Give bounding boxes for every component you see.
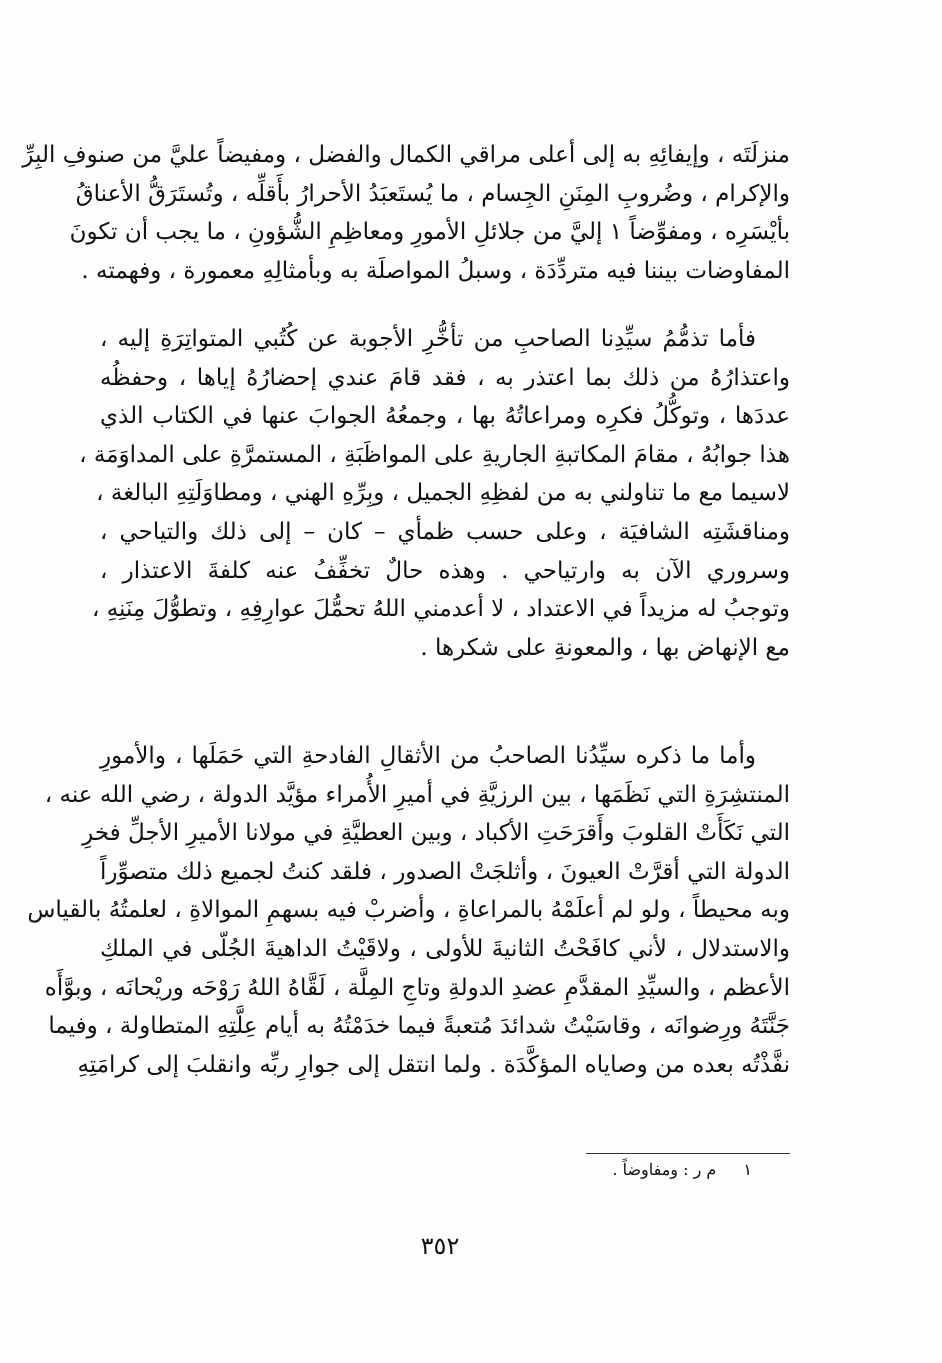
page-number: ٣٥٢	[420, 1232, 460, 1260]
text-line: الدولة التي أقرَّتْ العيونَ ، وأثلجَتْ الصدور ، فلقد كنتُ لجميع ذلك متصوِّراً	[100, 858, 790, 885]
text-line: منزلَتَه ، وإيفائِهِ به إلى أعلى مراقي الكمال والفضل ، ومفيضاً عليَّ من صنوفِ البِرِّ	[22, 142, 790, 168]
text-line: وأما ما ذكره سيِّدُنا الصاحبُ من الأثقالِ الفادحةِ التي حَمَلَها ، والأمورِ	[100, 743, 756, 769]
text-line: ومناقشَتِه الشافيَة ، وعلى حسب ظمأي – كان – إلى ذلك والتياحي ،	[100, 518, 790, 545]
paragraph-1	[22, 136, 790, 290]
text-line: المفاوضات بيننا فيه متردِّدَة ، وسبلُ المواصلَة به وبأمثالِهِ معمورة ، وفهمته .	[81, 257, 790, 284]
paragraph-2	[79, 320, 790, 667]
text-line: جَنَّتَهُ ورِضوانَه ، وقاسَيْتُ شدائدَ مُتعبةً فيما خدَمْتُهُ به أيام عِلَّتِهِ المتطاولة ، وفيما	[48, 1013, 790, 1040]
footnote-marker: ١	[743, 1160, 752, 1179]
text-line: فأما تذمُّمُ سيِّدِنا الصاحبِ من تأخُّرِ الأجوبة عن كُتُبي المتواتِرَةِ إليه ،	[100, 326, 756, 352]
text-line: الأعظم ، والسيِّدِ المقدَّمِ عضدِ الدولةِ وتاجِ المِلَّة ، لَقَّاهُ اللهُ رَوْحَه وريْحانَه ، وبوَّأَه	[44, 974, 790, 1001]
text-line: نفَّذْتُه بعده من وصاياه المؤكَّدَة . ولما انتقل إلى جوارِ ربِّه وانقلبَ إلى كرامَتِهِ	[77, 1051, 790, 1078]
footnote	[612, 1160, 752, 1179]
text-line: والاستدلال ، لأني كافَحْتُ الثانيةَ للأولى ، ولاقَيْتُ الداهيةَ الجُلّى في الملكِ	[100, 935, 790, 962]
paragraph-3	[27, 737, 790, 1084]
text-line: وسروري الآن به وارتياحي . وهذه حالٌ تخفِّفُ عنه كلفةَ الاعتذار ،	[100, 557, 790, 584]
text-line: مع الإنهاض بها ، والمعونةِ على شكرها .	[420, 634, 790, 661]
text-line: المنتشِرَةِ التي نَظَمَها ، بين الرزيَّةِ في أميرِ الأُمراء مؤيَّد الدولة ، رضي الله عنه ،	[44, 781, 790, 808]
text-line: واعتذارُهُ من ذلك بما اعتذر به ، فقد قامَ عندي إحضارُهُ إياها ، وحفظُه	[100, 364, 790, 391]
text-line: بأيْسَرِه ، ومفوِّضاً ١ إليَّ من جلائلِ الأمورِ ومعاظِمِ الشُّؤونِ ، ما يجب أن تكونَ	[69, 219, 790, 246]
text-line: وتوجبُ له مزيداً في الاعتداد ، لا أعدمني اللهُ تحمُّلَ عوارِفِهِ ، وتطوُّلَ مِنَنِهِ ،	[91, 596, 790, 623]
footnote-divider	[586, 1153, 790, 1154]
text-line: لاسيما مع ما تناولني به من لفظِهِ الجميل ، وبِرِّهِ الهني ، ومطاوَلَتِهِ البالغة ،	[96, 480, 790, 507]
text-line: وبه محيطاً ، ولو لم أعلَمْهُ بالمراعاةِ ، وأضربْ فيه بسهمِ الموالاةِ ، لعلمتُهُ بالقياس	[27, 897, 790, 924]
text-line: والإكرام ، وضُروبِ المِنَنِ الجِسام ، ما يُستَعبَدُ الأحرارُ بأَقلِّه ، وتُستَرَقُّ الأعناقُ	[75, 180, 790, 207]
text-line: عددَها ، وتوكُّلُ فكرِه ومراعاتُهُ بها ، وجمعُهُ الجوابَ عنها في الكتاب الذي	[100, 403, 790, 430]
footnote-text: م ر : ومفاوضاً .	[612, 1160, 717, 1179]
text-line: هذا جوابُهُ ، مقامَ المكاتبةِ الجاريةِ على المواظَبَةِ ، المستمرَّةِ على المداوَمَة ،	[79, 441, 790, 468]
text-line: التي نَكَأَتْ القلوبَ وأَقرَحَتِ الأكباد ، وبين العطيَّةِ في مولانا الأميرِ الأجلِّ فخرِ	[82, 820, 790, 847]
